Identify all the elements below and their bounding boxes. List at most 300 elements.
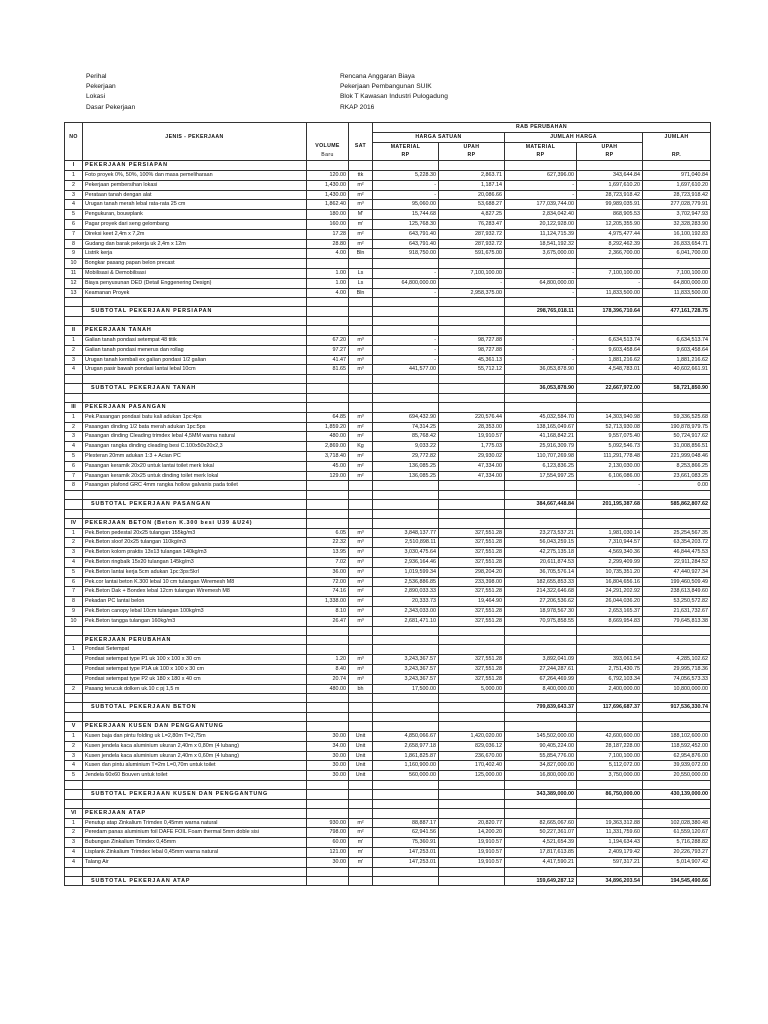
table-row <box>65 607 711 617</box>
total-labor: 597,317.21 <box>577 857 643 867</box>
total-material: - <box>505 268 577 278</box>
total-amount: 64,800,000.00 <box>643 278 711 288</box>
row-description: Kusen jendela kaca aluminium ukuran 2,40m x 0,80m (4 lubang) <box>83 741 307 751</box>
row-no <box>65 635 83 645</box>
section-header-row <box>65 722 711 732</box>
row-description: Penutup atap Zinkalium Trimdex 0,45mm warna natural <box>83 818 307 828</box>
total-amount <box>643 326 711 336</box>
unit-price-labor: 1,775.03 <box>439 442 505 452</box>
table-row <box>65 471 711 481</box>
row-description: Kusen dan pintu aluminium T=2m L=0,70m untuk toilet <box>83 761 307 771</box>
row-no: 2 <box>65 345 83 355</box>
unit-price-labor <box>439 518 505 528</box>
table-row <box>65 828 711 838</box>
table-row <box>65 655 711 665</box>
table-row <box>65 674 711 684</box>
unit-price-material <box>373 481 439 491</box>
row-volume: 1.20 <box>307 655 349 665</box>
unit-price-material <box>373 694 439 703</box>
row-description: Pek.Beton pedestal 20x25 tulangan 155kg/m3 <box>83 528 307 538</box>
unit-price-material <box>373 491 439 500</box>
row-unit <box>349 713 373 722</box>
unit-price-material <box>373 375 439 384</box>
total-amount: 32,328,283.90 <box>643 219 711 229</box>
total-labor: 5,092,546.73 <box>577 442 643 452</box>
total-labor: 4,975,477.44 <box>577 229 643 239</box>
total-labor <box>577 259 643 269</box>
row-no <box>65 781 83 790</box>
meta-value: RKAP 2016 <box>340 103 375 111</box>
row-volume: 1,859.20 <box>307 422 349 432</box>
table-row <box>65 587 711 597</box>
row-volume: 97.27 <box>307 345 349 355</box>
unit-price-material: 147,253.01 <box>373 857 439 867</box>
row-unit <box>349 402 373 412</box>
total-amount: 5,716,288.82 <box>643 838 711 848</box>
row-volume <box>307 645 349 655</box>
row-volume <box>307 703 349 713</box>
total-labor: 7,310,944.57 <box>577 538 643 548</box>
row-no: 1 <box>65 335 83 345</box>
row-description: PEKERJAAN KUSEN DAN PENGGANTUNG <box>83 722 307 732</box>
unit-price-labor <box>439 876 505 886</box>
row-volume: 72.00 <box>307 577 349 587</box>
row-description: Pasang terucuk dolken uk.10 c pj 1,5 m <box>83 684 307 694</box>
table-row <box>65 684 711 694</box>
unit-price-material: - <box>373 180 439 190</box>
total-amount <box>643 509 711 518</box>
row-unit <box>349 790 373 800</box>
unit-price-labor <box>439 635 505 645</box>
spacer-row <box>65 393 711 402</box>
unit-price-labor: 53,688.27 <box>439 200 505 210</box>
col-jenis-header: JENIS - PEKERJAAN <box>83 132 307 142</box>
total-material <box>505 635 577 645</box>
total-material: 18,541,192.32 <box>505 239 577 249</box>
row-unit: m³ <box>349 674 373 684</box>
total-labor: 7,100,100.00 <box>577 751 643 761</box>
total-amount: 11,833,500.00 <box>643 288 711 298</box>
row-no <box>65 665 83 675</box>
row-description: PEKERJAAN PERSIAPAN <box>83 161 307 171</box>
row-no: 2 <box>65 538 83 548</box>
section-header-row <box>65 402 711 412</box>
table-row <box>65 818 711 828</box>
total-labor: 5,112,072.00 <box>577 761 643 771</box>
unit-price-material <box>373 867 439 876</box>
table-row <box>65 249 711 259</box>
table-row <box>65 577 711 587</box>
total-material: 4,417,590.21 <box>505 857 577 867</box>
jumlah-header: JUMLAH <box>643 132 711 142</box>
row-description: Pek.Beton Dak + Bondex lebal 12cm tulangan Wiremesh M8 <box>83 587 307 597</box>
row-no: 5 <box>65 771 83 781</box>
row-unit: Ls <box>349 278 373 288</box>
total-amount: 22,911,284.52 <box>643 558 711 568</box>
row-volume <box>307 635 349 645</box>
row-description <box>83 491 307 500</box>
subtotal-row <box>65 790 711 800</box>
row-no: 9 <box>65 607 83 617</box>
row-unit <box>349 703 373 713</box>
total-material: 36,053,878.90 <box>505 365 577 375</box>
row-unit <box>349 500 373 510</box>
unit-price-material: 147,253.01 <box>373 848 439 858</box>
table-row <box>65 741 711 751</box>
unit-price-labor: 591,675.00 <box>439 249 505 259</box>
total-material <box>505 259 577 269</box>
total-amount: 199,460,509.49 <box>643 577 711 587</box>
total-labor <box>577 161 643 171</box>
row-no <box>65 626 83 635</box>
total-labor: 9,603,458.64 <box>577 345 643 355</box>
row-description <box>83 509 307 518</box>
unit-price-labor: 1,187.14 <box>439 180 505 190</box>
table-header <box>65 123 711 161</box>
unit-price-material: - <box>373 335 439 345</box>
row-no <box>65 500 83 510</box>
row-unit: m' <box>349 219 373 229</box>
unit-price-labor <box>439 799 505 808</box>
row-unit: m² <box>349 422 373 432</box>
row-no: 7 <box>65 587 83 597</box>
total-material <box>505 375 577 384</box>
unit-price-labor <box>439 722 505 732</box>
total-material <box>505 481 577 491</box>
total-amount: 4,285,102.62 <box>643 655 711 665</box>
total-labor <box>577 491 643 500</box>
row-description: SUBTOTAL PEKERJAAN ATAP <box>83 876 307 886</box>
unit-price-material: 3,243,367.57 <box>373 665 439 675</box>
row-unit: m' <box>349 838 373 848</box>
total-labor: 52,713,930.08 <box>577 422 643 432</box>
unit-price-material: 441,577.00 <box>373 365 439 375</box>
total-material: 298,765,018.11 <box>505 307 577 317</box>
upah-header: UPAH <box>439 142 505 151</box>
row-volume <box>307 402 349 412</box>
unit-price-material: 9,033.22 <box>373 442 439 452</box>
total-labor: 4,548,783.01 <box>577 365 643 375</box>
total-material: - <box>505 180 577 190</box>
total-material: 90,405,224.00 <box>505 741 577 751</box>
row-no <box>65 790 83 800</box>
total-amount <box>643 317 711 326</box>
row-volume: 22.32 <box>307 538 349 548</box>
row-unit: m² <box>349 180 373 190</box>
row-no: 12 <box>65 278 83 288</box>
subtotal-row <box>65 500 711 510</box>
row-description: Pek.Beton sloof 20x25 tulangan 110kg/m3 <box>83 538 307 548</box>
total-amount: 277,028,779.91 <box>643 200 711 210</box>
total-labor: 2,653,165.37 <box>577 607 643 617</box>
spacer-row <box>65 491 711 500</box>
unit-price-material <box>373 703 439 713</box>
total-labor: 2,130,030.00 <box>577 461 643 471</box>
row-description <box>83 626 307 635</box>
row-no: I <box>65 161 83 171</box>
row-volume: 129.00 <box>307 471 349 481</box>
row-unit <box>349 259 373 269</box>
meta-value: Pekerjaan Pembangunan SUIK <box>340 83 432 91</box>
material-header: MATERIAL <box>505 142 577 151</box>
row-no: 8 <box>65 481 83 491</box>
total-labor <box>577 518 643 528</box>
total-labor: 86,750,000.00 <box>577 790 643 800</box>
unit-price-labor: 76,283.47 <box>439 219 505 229</box>
row-description: Urugan tanah kembali ex galian pondasi 1/2 galian <box>83 355 307 365</box>
row-description: Pasangan dinding Cleading trimdex lebal 4,5MM warna natural <box>83 432 307 442</box>
row-unit: m² <box>349 190 373 200</box>
unit-price-labor: 1,420,020.00 <box>439 732 505 742</box>
total-labor: 11,331,759.60 <box>577 828 643 838</box>
unit-price-labor: 327,551.28 <box>439 655 505 665</box>
row-volume: 3,718.40 <box>307 451 349 461</box>
row-no: 10 <box>65 259 83 269</box>
table-row <box>65 190 711 200</box>
total-amount: 50,724,917.62 <box>643 432 711 442</box>
total-amount: 5,014,907.42 <box>643 857 711 867</box>
total-amount <box>643 781 711 790</box>
row-unit <box>349 393 373 402</box>
row-volume <box>307 259 349 269</box>
row-description: Pagar proyek dari seng gelombang <box>83 219 307 229</box>
row-no <box>65 703 83 713</box>
unit-price-material: 643,791.40 <box>373 229 439 239</box>
unit-price-labor <box>439 703 505 713</box>
row-description: Pek.Pasangan pondasi batu kali adukan 1pc:4ps <box>83 412 307 422</box>
row-description: Pasangan keramik 20x25 untuk dinding toilet merk lokal <box>83 471 307 481</box>
row-description: SUBTOTAL PEKERJAAN TANAH <box>83 384 307 394</box>
unit-price-material: 75,360.91 <box>373 838 439 848</box>
total-labor: 3,750,000.00 <box>577 771 643 781</box>
rp-header: RP <box>577 151 643 160</box>
unit-price-material: 2,936,164.46 <box>373 558 439 568</box>
unit-price-labor: 47,334.00 <box>439 461 505 471</box>
total-amount: 3,702,947.93 <box>643 210 711 220</box>
total-labor: 16,804,656.16 <box>577 577 643 587</box>
row-no <box>65 393 83 402</box>
total-amount <box>643 518 711 528</box>
unit-price-material <box>373 626 439 635</box>
row-description: Jendela 60x60 Bouven untuk toilet <box>83 771 307 781</box>
row-volume <box>307 790 349 800</box>
unit-price-material: 4,850,066.67 <box>373 732 439 742</box>
row-description: Bongkar pasang papan belon precast <box>83 259 307 269</box>
rab-table <box>64 122 711 886</box>
unit-price-material <box>373 402 439 412</box>
total-labor: - <box>577 278 643 288</box>
row-no <box>65 307 83 317</box>
table-row <box>65 528 711 538</box>
row-description: SUBTOTAL PEKERJAAN PERSIAPAN <box>83 307 307 317</box>
row-no: 6 <box>65 219 83 229</box>
total-amount: 58,721,850.90 <box>643 384 711 394</box>
row-unit: m² <box>349 239 373 249</box>
row-description: Pondasi setempat type P2 uk 180 x 180 x 40 cm <box>83 674 307 684</box>
total-amount <box>643 259 711 269</box>
row-unit: m' <box>349 857 373 867</box>
unit-price-labor <box>439 500 505 510</box>
total-material: 3,675,000.00 <box>505 249 577 259</box>
document-meta-labels <box>86 72 135 113</box>
unit-price-material: 15,744.68 <box>373 210 439 220</box>
total-amount: 9,603,458.64 <box>643 345 711 355</box>
section-header-row <box>65 326 711 336</box>
total-labor <box>577 317 643 326</box>
table-row <box>65 548 711 558</box>
total-amount: 8,253,866.25 <box>643 461 711 471</box>
row-description: Talang Air <box>83 857 307 867</box>
row-volume <box>307 500 349 510</box>
row-description: Pasangan rangka dinding cleading besi C.100x50x20x2,3 <box>83 442 307 452</box>
unit-price-material: 1,019,599.34 <box>373 567 439 577</box>
unit-price-labor: 29,930.02 <box>439 451 505 461</box>
unit-price-labor: 19,910.57 <box>439 432 505 442</box>
row-unit: m² <box>349 229 373 239</box>
total-material <box>505 402 577 412</box>
row-description <box>83 317 307 326</box>
unit-price-material: 125,768.30 <box>373 219 439 229</box>
total-amount: 190,878,979.75 <box>643 422 711 432</box>
row-no: 3 <box>65 548 83 558</box>
row-unit <box>349 509 373 518</box>
row-unit <box>349 307 373 317</box>
row-no: 4 <box>65 848 83 858</box>
row-unit: m² <box>349 451 373 461</box>
unit-price-material: 918,750.00 <box>373 249 439 259</box>
row-description: Bubungan Zinkalium Trimdex 0,45mm <box>83 838 307 848</box>
unit-price-material: - <box>373 190 439 200</box>
total-amount: 430,139,000.00 <box>643 790 711 800</box>
total-amount: 26,833,654.71 <box>643 239 711 249</box>
unit-price-material <box>373 509 439 518</box>
row-unit <box>349 317 373 326</box>
unit-price-material: 29,772.82 <box>373 451 439 461</box>
row-unit: m³ <box>349 567 373 577</box>
row-volume <box>307 518 349 528</box>
volume-baru-header: Baru <box>307 151 349 160</box>
row-volume <box>307 317 349 326</box>
row-volume: 30.00 <box>307 761 349 771</box>
total-labor: 1,194,634.43 <box>577 838 643 848</box>
unit-price-labor: 298,204.20 <box>439 567 505 577</box>
row-volume <box>307 722 349 732</box>
unit-price-labor: 829,036.12 <box>439 741 505 751</box>
total-labor <box>577 808 643 818</box>
total-material <box>505 808 577 818</box>
unit-price-material: 1,861,825.87 <box>373 751 439 761</box>
row-unit <box>349 876 373 886</box>
row-description: Urugan pasir bawah pondasi lantai lebal 10cm <box>83 365 307 375</box>
row-description: Galian tanah pondasi setempat 48 titik <box>83 335 307 345</box>
unit-price-material: 62,941.56 <box>373 828 439 838</box>
row-no: 4 <box>65 558 83 568</box>
section-header-row <box>65 808 711 818</box>
unit-price-labor <box>439 626 505 635</box>
row-volume: 480.00 <box>307 432 349 442</box>
row-description: Peredam panas aluminium foil DAFE FOIL Foam thermal 5mm doble sisi <box>83 828 307 838</box>
row-unit <box>349 298 373 307</box>
row-volume: 41.47 <box>307 355 349 365</box>
total-material <box>505 781 577 790</box>
total-amount: 7,100,100.00 <box>643 268 711 278</box>
table-row <box>65 645 711 655</box>
total-material: - <box>505 345 577 355</box>
unit-price-labor <box>439 790 505 800</box>
row-volume: 7.02 <box>307 558 349 568</box>
row-unit: m³ <box>349 558 373 568</box>
total-amount <box>643 722 711 732</box>
table-row <box>65 210 711 220</box>
unit-price-labor <box>439 402 505 412</box>
unit-price-labor: 170,402.40 <box>439 761 505 771</box>
table-row <box>65 461 711 471</box>
row-description <box>83 393 307 402</box>
row-unit <box>349 161 373 171</box>
unit-price-material: 2,681,471.10 <box>373 616 439 626</box>
unit-price-material: 88,887.17 <box>373 818 439 828</box>
table-row <box>65 288 711 298</box>
row-description: Listrik kerja <box>83 249 307 259</box>
total-material: 56,043,259.15 <box>505 538 577 548</box>
unit-price-material <box>373 645 439 655</box>
total-labor: 1,981,030.14 <box>577 528 643 538</box>
row-description: PEKERJAAN PERUBAHAN <box>83 635 307 645</box>
total-material: 8,400,000.00 <box>505 684 577 694</box>
total-amount <box>643 799 711 808</box>
total-material: 45,032,584.70 <box>505 412 577 422</box>
unit-price-material: 74,314.25 <box>373 422 439 432</box>
total-amount: 917,536,330.74 <box>643 703 711 713</box>
row-unit: m³ <box>349 528 373 538</box>
row-volume: 28.80 <box>307 239 349 249</box>
total-amount <box>643 393 711 402</box>
total-labor: 26,044,036.20 <box>577 597 643 607</box>
total-amount: 21,631,732.67 <box>643 607 711 617</box>
unit-price-labor: 233,398.00 <box>439 577 505 587</box>
unit-price-labor <box>439 645 505 655</box>
total-material <box>505 393 577 402</box>
total-labor: 11,833,500.00 <box>577 288 643 298</box>
unit-price-labor <box>439 259 505 269</box>
row-volume: 45.00 <box>307 461 349 471</box>
row-unit <box>349 799 373 808</box>
unit-price-labor: 45,361.13 <box>439 355 505 365</box>
meta-label: Lokasi <box>86 93 106 101</box>
row-no: 4 <box>65 365 83 375</box>
row-volume <box>307 626 349 635</box>
row-no: 1 <box>65 818 83 828</box>
total-material: 18,978,567.30 <box>505 607 577 617</box>
row-no <box>65 674 83 684</box>
table-row <box>65 761 711 771</box>
table-row <box>65 751 711 761</box>
total-labor <box>577 867 643 876</box>
row-unit <box>349 781 373 790</box>
unit-price-labor: 287,932.72 <box>439 239 505 249</box>
row-volume <box>307 694 349 703</box>
unit-price-labor: 20,086.66 <box>439 190 505 200</box>
total-labor: 8,292,462.39 <box>577 239 643 249</box>
total-amount <box>643 626 711 635</box>
total-labor <box>577 799 643 808</box>
total-material: 799,839,643.37 <box>505 703 577 713</box>
total-amount <box>643 375 711 384</box>
row-volume: 1.00 <box>307 268 349 278</box>
subtotal-row <box>65 307 711 317</box>
row-description: Mobilisasi & Demobilisasi <box>83 268 307 278</box>
total-labor <box>577 722 643 732</box>
